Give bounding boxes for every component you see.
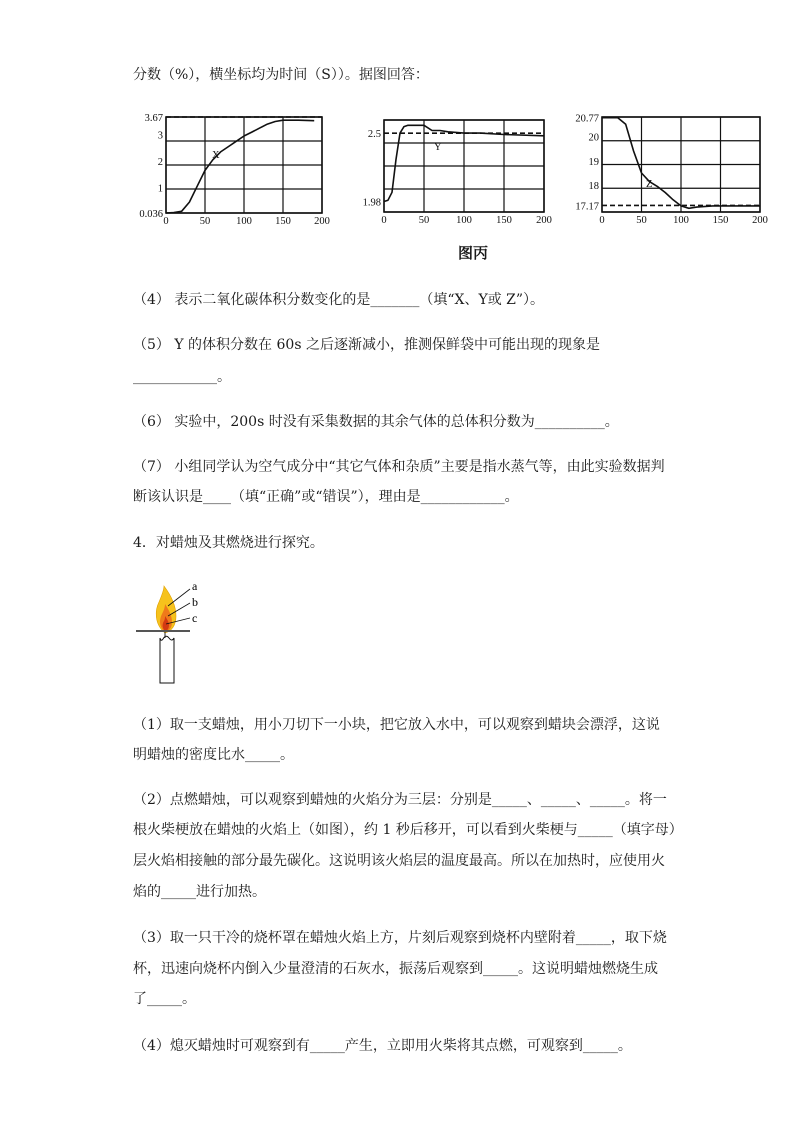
series-line-X [166, 120, 314, 213]
series-label-Y: Y [434, 142, 442, 153]
series-label-Z: Z [646, 179, 653, 190]
flame-label-a: a [192, 579, 198, 593]
flame-label-c: c [192, 611, 198, 625]
question-4-extinguish: （4）熄灭蜡烛时可观察到有_____产生，立即用火柴将其点燃，可观察到_____。 [133, 1038, 632, 1054]
x-tick-label: 100 [673, 215, 689, 226]
x-tick-label: 200 [752, 215, 768, 226]
question-5-y-fraction: （5） Y 的体积分数在 60s 之后逐渐减小，推测保鲜袋中可能出现的现象是 [133, 337, 600, 353]
candle-figure [128, 576, 218, 692]
y-tick-label: 3.67 [144, 113, 163, 124]
question-2-line-1: （2）点燃蜡烛，可以观察到蜡烛的火焰分为三层：分别是_____、_____、_____。将一 [133, 792, 667, 808]
x-tick-label: 150 [496, 215, 512, 226]
x-tick-label: 50 [636, 215, 647, 226]
x-tick-label: 200 [536, 215, 552, 226]
question-3-line-3: 了_____。 [133, 991, 196, 1007]
y-tick-label: 17.17 [575, 201, 599, 213]
x-tick-label: 150 [712, 215, 729, 226]
series-label-X: X [212, 150, 220, 161]
question-2-line-4: 焰的_____进行加热。 [133, 884, 266, 900]
question-2-line-2: 根火柴梗放在蜡烛的火焰上（如图），约 1 秒后移开，可以看到火柴梗与_____（填字母） [133, 822, 683, 838]
question-1-line-2: 明蜡烛的密度比水_____。 [133, 747, 294, 763]
y-tick-label: 1.98 [362, 197, 381, 209]
y-tick-label: 0.036 [139, 209, 163, 220]
question-2-line-3: 层火焰相接触的部分最先碳化。这说明该火焰层的温度最高。所以在加热时，应使用火 [133, 853, 665, 869]
chart-z [566, 112, 771, 236]
y-tick-label: 18 [588, 181, 599, 193]
figure-caption: 图丙 [458, 244, 489, 262]
x-tick-label: 100 [236, 216, 252, 227]
section-4-heading: 4．对蜡烛及其燃烧进行探究。 [133, 535, 324, 551]
question-6-other-gases: （6） 实验中，200s 时没有采集数据的其余气体的总体积分数为__________。 [133, 414, 619, 430]
y-tick-label: 3 [157, 130, 163, 142]
question-4-co2: （4） 表示二氧化碳体积分数变化的是_______（填“X、Y或 Z”）。 [133, 292, 545, 308]
y-tick-label: 1 [157, 183, 163, 195]
x-tick-label: 0 [599, 215, 605, 226]
flame-label-b: b [192, 595, 198, 609]
y-tick-label: 20 [588, 132, 599, 144]
chart-y [346, 112, 556, 236]
x-tick-label: 50 [199, 216, 211, 227]
x-tick-label: 50 [418, 215, 430, 226]
x-tick-label: 100 [456, 215, 472, 226]
x-tick-label: 0 [163, 216, 169, 227]
y-tick-label: 2.5 [367, 129, 381, 141]
candle-body [160, 636, 174, 683]
question-3-line-1: （3）取一只干冷的烧杯罩在蜡烛火焰上方，片刻后观察到烧杯内壁附着_____，取下烧 [133, 930, 667, 946]
y-tick-label: 2 [157, 157, 163, 169]
question-3-line-2: 杯，迅速向烧杯内倒入少量澄清的石灰水，振荡后观察到_____。这说明蜡烛燃烧生成 [133, 961, 658, 977]
question-7-line-2: 断该认识是____（填“正确”或“错误”），理由是____________。 [133, 489, 519, 505]
x-tick-label: 150 [275, 216, 291, 227]
question-7-line-1: （7） 小组同学认为空气成分中“其它气体和杂质”主要是指水蒸气等，由此实验数据判 [133, 459, 665, 475]
intro-text: 分数（%），横坐标均为时间（S））。据图回答： [133, 67, 429, 83]
question-5-blank: ____________。 [133, 369, 231, 385]
chart-x [120, 112, 335, 236]
question-1-line-1: （1）取一支蜡烛，用小刀切下一小块，把它放入水中，可以观察到蜡块会漂浮，这说 [133, 717, 660, 733]
y-tick-label: 20.77 [575, 113, 599, 125]
x-tick-label: 200 [314, 216, 330, 227]
y-tick-label: 19 [588, 156, 599, 168]
x-tick-label: 0 [381, 215, 387, 226]
